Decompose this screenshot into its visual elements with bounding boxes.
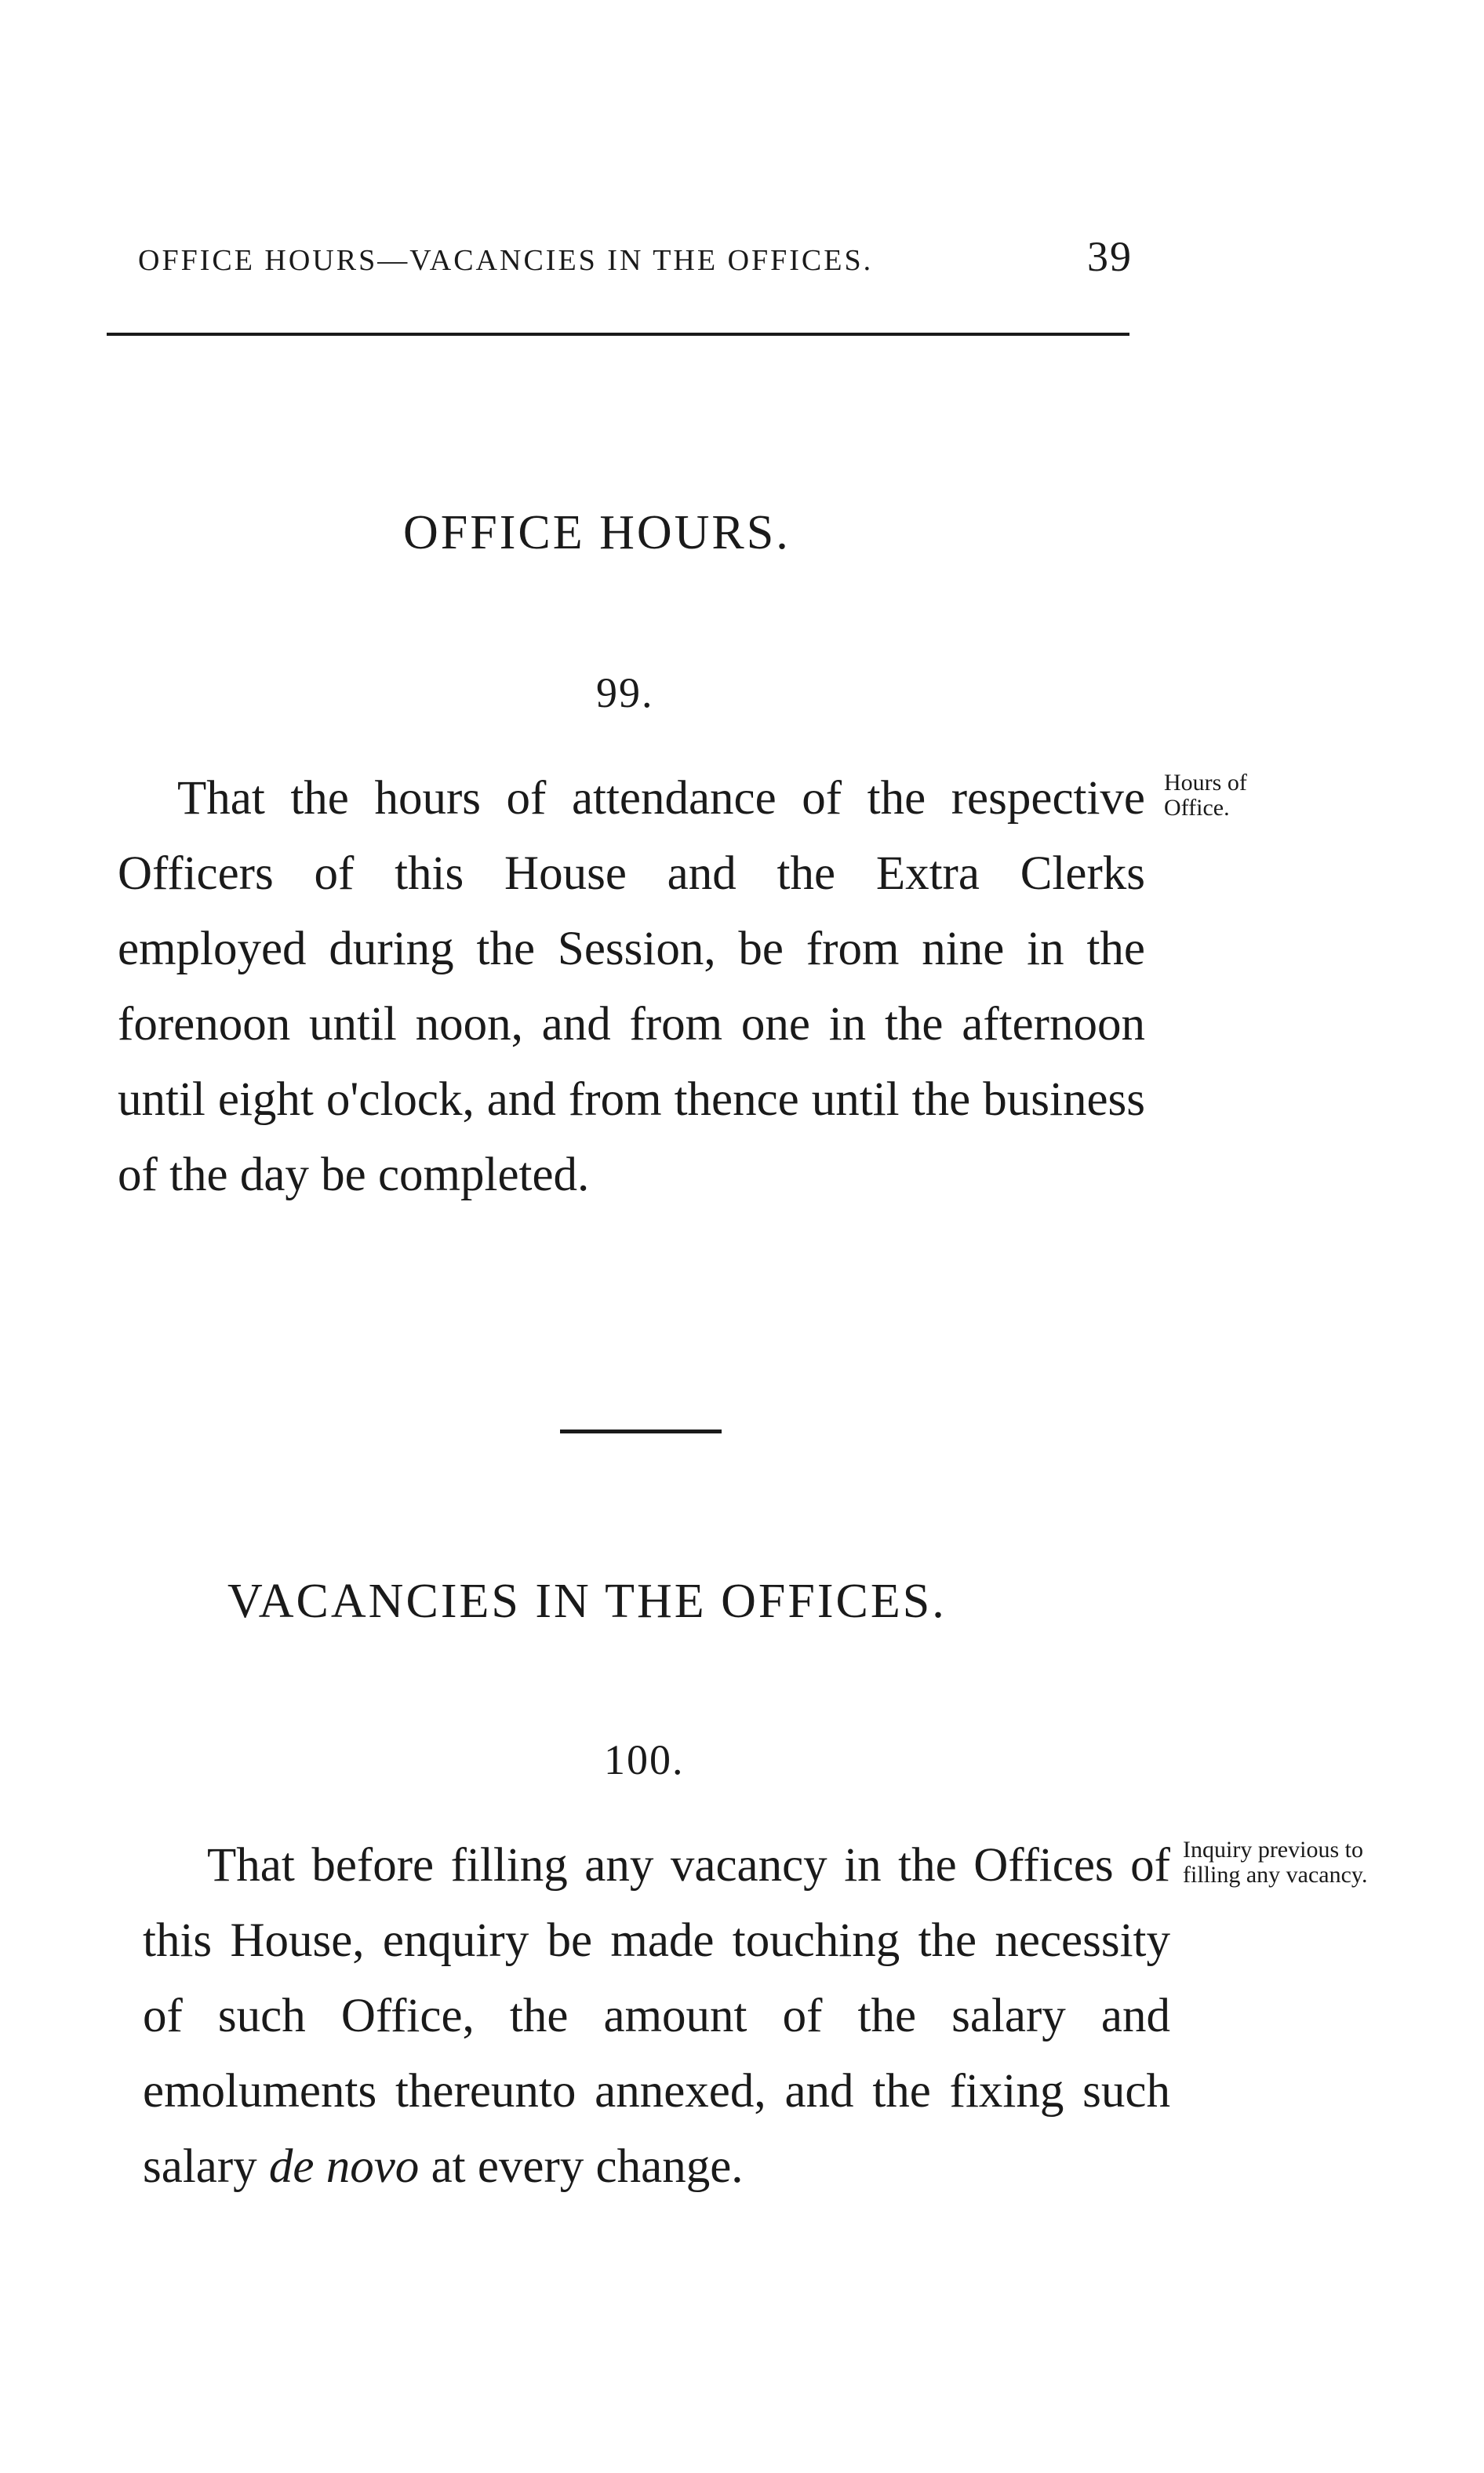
header-rule <box>107 333 1129 336</box>
rule-100-text-start: That before filling any vacancy in the Offices of this House, enquiry be made touching the necessity of such Office, the amount of the salary and emoluments thereunto annexed, and the fixing such salary <box>143 1839 1170 2193</box>
rule-100-italic-phrase: de novo <box>268 2140 420 2193</box>
section-heading-vacancies: VACANCIES IN THE OFFICES. <box>227 1575 947 1628</box>
running-head <box>138 232 1133 287</box>
page-number: 39 <box>1087 233 1133 280</box>
rule-99-text: That the hours of attendance of the respective Officers of this House and the Extra Clerks employed during the Session, be from nine in the forenoon until noon, and from one in the afternoon until eight o'clock, and from thence until the business of the day be completed. <box>118 772 1145 1201</box>
running-title: OFFICE HOURS—VACANCIES IN THE OFFICES. <box>138 244 874 277</box>
rule-number-99: 99. <box>596 669 654 716</box>
section-heading-office-hours: OFFICE HOURS. <box>403 506 791 559</box>
rule-100-text-end: at every change. <box>419 2140 744 2193</box>
side-note-inquiry: Inquiry previous to filling any vacancy. <box>1183 1837 1368 1888</box>
section-divider <box>560 1430 722 1433</box>
rule-100-text <box>143 1828 1170 2205</box>
side-note-hours-of-office: Hours of Office. <box>1164 770 1247 821</box>
rule-number-100: 100. <box>604 1736 685 1783</box>
